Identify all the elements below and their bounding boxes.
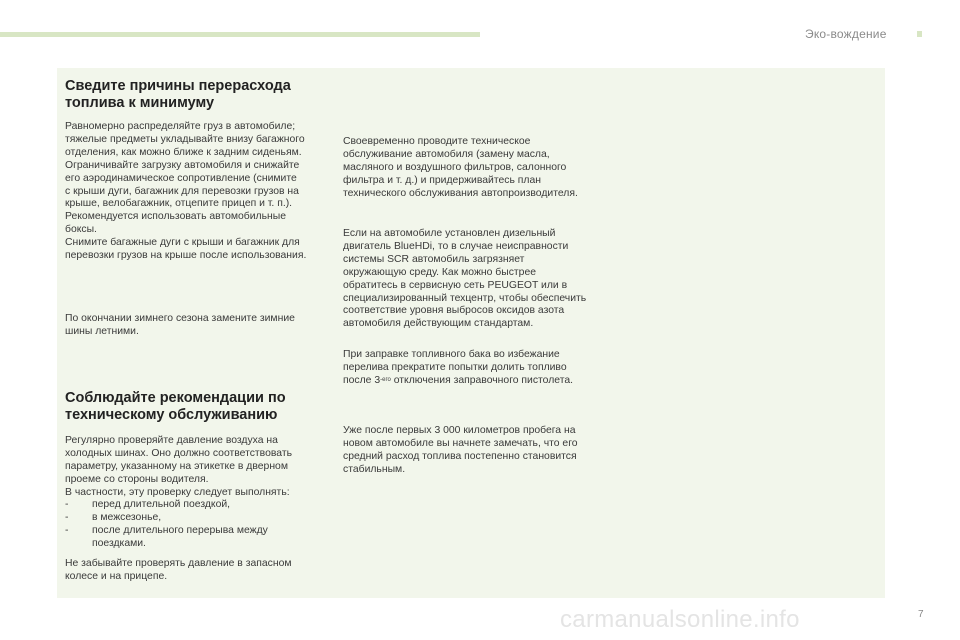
paragraph-tyre-pressure: Регулярно проверяйте давление воздуха на холодных шинах. Оно должно соответствовать параметру, указанному на этикетке в дверном проеме со стороны водителя. В частности, эту проверку следует выполнять: [65,435,292,498]
paragraph-winter-tyres: По окончании зимнего сезона замените зимние шины летними. [65,313,295,337]
header-accent-bar [0,32,480,37]
list-item: - перед длительной поездкой, [65,499,231,510]
list-item: - после длительного перерыва между поездками. [65,524,268,549]
list-item: - в межсезонье, [65,511,162,523]
checklist [65,499,340,551]
paragraph-refuelling: При заправке топливного бака во избежание перелива прекратите попытки долить топливо после $3^{-его}$ отключения заправочного пистолета. [343,349,574,386]
paragraph-first-3000-km: Уже после первых 3 000 километров пробега на новом автомобиле вы начнете замечать, что его средний расход топлива постепенно становится стабильным. [343,425,578,475]
header-accent-square [917,31,922,37]
page-number: 7 [918,609,924,620]
heading-reduce-fuel-overuse: Сведите причины перерасхода топлива к минимуму [65,78,291,111]
paragraph-bluehdi-scr: Если на автомобиле установлен дизельный двигатель BlueHDi, то в случае неисправности системы SCR автомобиль загрязняет окружающую среду. Как можно быстрее обратитесь в сервисную сеть PEUGEOT или в специализированный техцентр, чтобы обеспечить соответствие уровня выбросов оксидов азота автомобиля действующим стандартам. [343,228,587,330]
content-panel [57,68,885,598]
watermark: carmanualsonline.info [560,606,800,633]
section-title: Эко-вождение [805,27,887,41]
paragraph-timely-service: Своевременно проводите техническое обслуживание автомобиля (замену масла, масляного и воздушного фильтров, салонного фильтра и т. д.) и придерживайтесь план технического обслуживания автопроизводителя. [343,136,578,199]
heading-maintenance-recommendations: Соблюдайте рекомендации по техническому обслуживанию [65,390,286,423]
paragraph-spare-wheel: Не забывайте проверять давление в запасном колесе и на прицепе. [65,558,292,582]
paragraph-load-distribution: Равномерно распределяйте груз в автомобиле; тяжелые предметы укладывайте внизу багажного отделения, как можно ближе к задним сиденьям. Ограничивайте загрузку автомобиля и снижайте его аэродинамическое сопротивление (снимите с крыши дуги, багажник для перевозки грузов на крыше, велобагажник, отцепите прицеп и т. п.). Рекомендуется использовать автомобильные боксы. Снимите багажные дуги с крыши и багажник для перевозки грузов на крыше после использования. [65,121,307,262]
